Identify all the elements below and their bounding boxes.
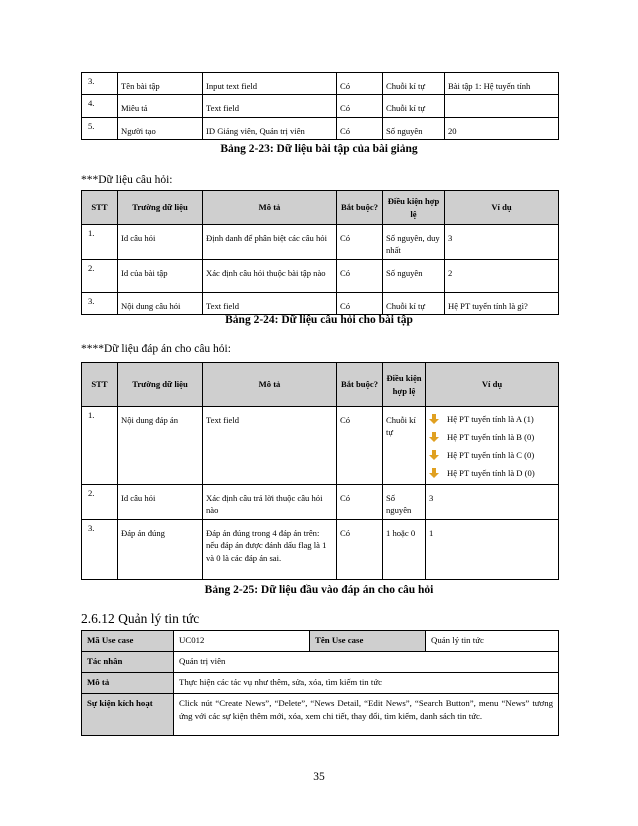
answer-text: Hệ PT tuyến tính là D (0)	[447, 467, 535, 478]
condition-cell: Chuỗi kí tự	[383, 292, 445, 314]
condition-cell: Số nguyên	[383, 485, 426, 520]
answer-item	[429, 464, 555, 482]
table-caption: Bảng 2-25: Dữ liệu đầu vào đáp án cho câu hỏi	[204, 584, 434, 596]
stt-cell: 5.	[82, 117, 118, 139]
condition-cell: Số nguyên	[383, 117, 445, 139]
desc-cell: Text field	[203, 95, 337, 117]
table-caption: Bảng 2-24: Dữ liệu câu hỏi cho bài tập	[225, 314, 413, 326]
answer-data-table	[81, 362, 559, 580]
description-value: Thực hiện các tác vụ như thêm, sửa, xóa, tìm kiếm tin tức	[174, 673, 559, 694]
table-row	[82, 694, 559, 736]
answer-item	[429, 446, 555, 464]
header-field: Trường dữ liệu	[118, 191, 203, 225]
stt-cell: 1.	[82, 225, 118, 260]
required-cell: Có	[337, 95, 383, 117]
stt-cell: 2.	[82, 259, 118, 292]
field-cell: Tên bài tập	[118, 73, 203, 95]
stt-cell: 3.	[82, 73, 118, 95]
header-field: Trường dữ liệu	[118, 363, 203, 407]
example-cell: 1	[426, 519, 559, 579]
stt-cell: 1.	[82, 407, 118, 485]
table-row	[82, 73, 559, 95]
required-cell: Có	[337, 407, 383, 485]
table-row	[82, 407, 559, 485]
condition-cell: Số nguyên	[383, 259, 445, 292]
example-cell: 2	[445, 259, 559, 292]
required-cell: Có	[337, 292, 383, 314]
stt-cell: 2.	[82, 485, 118, 520]
actor-label: Tác nhân	[82, 652, 174, 673]
field-cell: Miêu tả	[118, 95, 203, 117]
page-number: 35	[313, 771, 325, 783]
trigger-value: Click nút “Create News”, “Delete”, “News Detail, “Edit News”, “Search Button”, menu “News” tương ứng với các sự kiện thêm mới, xóa, xem chi tiết, thay đổi, tìm kiếm, danh sách tin tức.	[174, 694, 559, 736]
stt-cell: 3.	[82, 292, 118, 314]
table-row	[82, 631, 559, 652]
condition-cell: Chuỗi kí tự	[383, 95, 445, 117]
table-header-row	[82, 191, 559, 225]
condition-cell: Chuỗi kí tự	[383, 407, 426, 485]
header-example: Ví dụ	[426, 363, 559, 407]
exercise-data-table	[81, 72, 559, 140]
usecase-code-label: Mã Use case	[82, 631, 174, 652]
field-cell: Đáp án đúng	[118, 519, 203, 579]
arrow-down-icon	[429, 450, 439, 460]
example-cell: 20	[445, 117, 559, 139]
usecase-name-label: Tên Use case	[310, 631, 426, 652]
field-cell: Nội dung đáp án	[118, 407, 203, 485]
arrow-down-icon	[429, 468, 439, 478]
usecase-name: Quản lý tin tức	[426, 631, 559, 652]
condition-cell: Chuỗi kí tự	[383, 73, 445, 95]
header-example: Ví dụ	[445, 191, 559, 225]
answer-text: Hệ PT tuyến tính là C (0)	[447, 449, 535, 460]
table-header-row	[82, 363, 559, 407]
example-cell: 3	[426, 485, 559, 520]
header-required: Bắt buộc?	[337, 363, 383, 407]
table-row	[82, 259, 559, 292]
section-heading: 2.6.12 Quản lý tin tức	[81, 611, 200, 626]
condition-cell: 1 hoặc 0	[383, 519, 426, 579]
example-cell: Hệ PT tuyến tính là gì?	[445, 292, 559, 314]
desc-cell: Xác định câu hỏi thuộc bài tập nào	[203, 259, 337, 292]
header-stt: STT	[82, 363, 118, 407]
desc-cell: Xác định câu trả lời thuộc câu hỏi nào	[203, 485, 337, 520]
answer-text: Hệ PT tuyến tính là A (1)	[447, 413, 534, 424]
required-cell: Có	[337, 485, 383, 520]
desc-cell: Text field	[203, 292, 337, 314]
header-desc: Mô tả	[203, 191, 337, 225]
header-condition: Điều kiện hợp lệ	[383, 191, 445, 225]
example-cell: 3	[445, 225, 559, 260]
arrow-down-icon	[429, 414, 439, 424]
table-row	[82, 485, 559, 520]
field-cell: Id câu hỏi	[118, 225, 203, 260]
description-label: Mô tả	[82, 673, 174, 694]
arrow-down-icon	[429, 432, 439, 442]
header-desc: Mô tả	[203, 363, 337, 407]
example-cell	[445, 95, 559, 117]
table-row	[82, 117, 559, 139]
usecase-table	[81, 630, 559, 736]
required-cell: Có	[337, 225, 383, 260]
desc-cell: Input text field	[203, 73, 337, 95]
answer-item	[429, 410, 555, 428]
desc-cell: Định danh để phân biệt các câu hỏi	[203, 225, 337, 260]
condition-cell: Số nguyên, duy nhất	[383, 225, 445, 260]
usecase-code: UC012	[174, 631, 310, 652]
answer-list	[426, 407, 559, 485]
field-cell: Id câu hỏi	[118, 485, 203, 520]
example-cell: Bài tập 1: Hệ tuyến tính	[445, 73, 559, 95]
stt-cell: 3.	[82, 519, 118, 579]
answer-item	[429, 428, 555, 446]
desc-cell: Đáp án đúng trong 4 đáp án trên: nếu đáp án được đánh dấu flag là 1 và 0 là các đáp án sai.	[203, 519, 337, 579]
field-cell: Nội dung câu hỏi	[118, 292, 203, 314]
field-cell: Id của bài tập	[118, 259, 203, 292]
table-caption: Bảng 2-23: Dữ liệu bài tập của bài giảng	[220, 143, 418, 155]
actor-value: Quản trị viên	[174, 652, 559, 673]
desc-cell: ID Giảng viên, Quản trị viên	[203, 117, 337, 139]
table-row	[82, 292, 559, 314]
section-label: ***Dữ liệu câu hỏi:	[81, 174, 173, 186]
header-required: Bắt buộc?	[337, 191, 383, 225]
required-cell: Có	[337, 117, 383, 139]
answer-text: Hệ PT tuyến tính là B (0)	[447, 431, 535, 442]
question-data-table	[81, 190, 559, 315]
table-row	[82, 652, 559, 673]
stt-cell: 4.	[82, 95, 118, 117]
required-cell: Có	[337, 73, 383, 95]
table-row	[82, 519, 559, 579]
table-row	[82, 95, 559, 117]
table-row	[82, 225, 559, 260]
trigger-label: Sự kiện kích hoạt	[82, 694, 174, 736]
section-label: ****Dữ liệu đáp án cho câu hỏi:	[81, 343, 231, 355]
table-row	[82, 673, 559, 694]
header-condition: Điều kiện hợp lệ	[383, 363, 426, 407]
required-cell: Có	[337, 519, 383, 579]
header-stt: STT	[82, 191, 118, 225]
desc-cell: Text field	[203, 407, 337, 485]
required-cell: Có	[337, 259, 383, 292]
field-cell: Người tạo	[118, 117, 203, 139]
